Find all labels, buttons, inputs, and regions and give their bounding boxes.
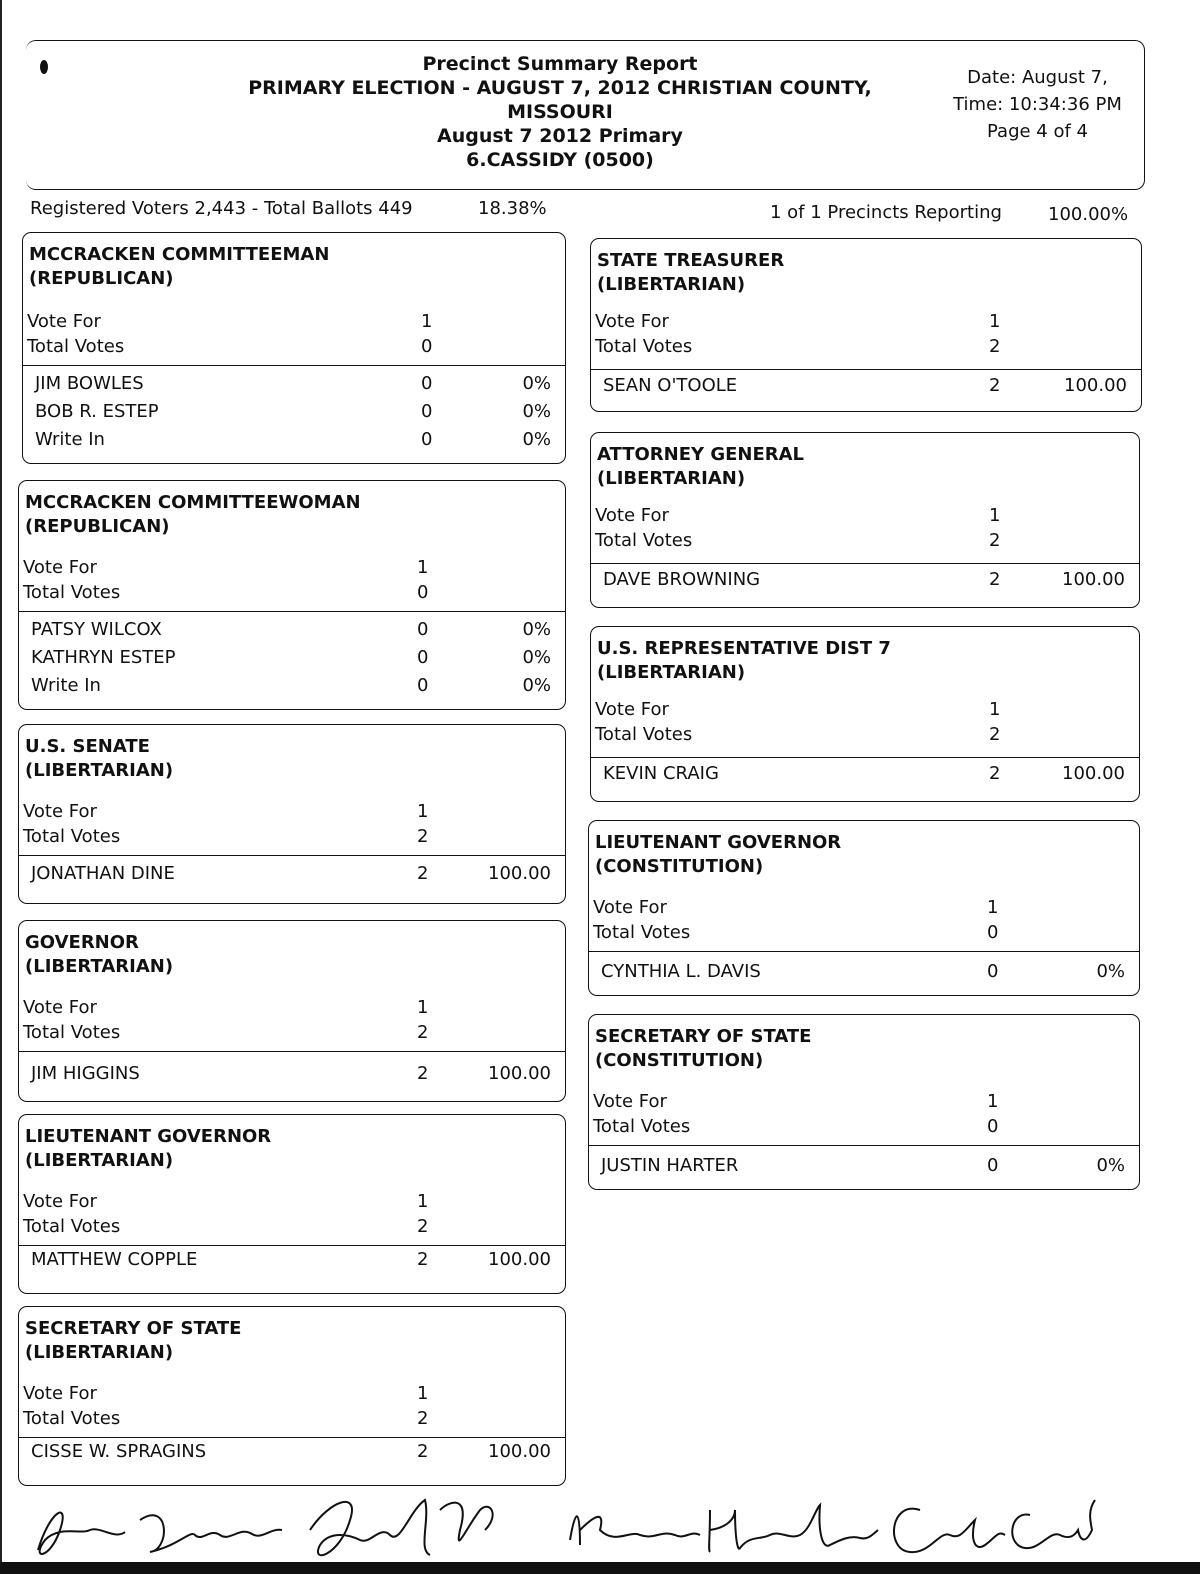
vote-for-label: Vote For — [23, 557, 97, 578]
vote-for-value: 1 — [417, 1191, 429, 1212]
race-title: LIEUTENANT GOVERNOR (LIBERTARIAN) — [25, 1126, 272, 1171]
total-votes-label: Total Votes — [23, 582, 121, 603]
total-votes-label: Total Votes — [23, 1022, 121, 1043]
race-separator — [589, 1145, 1139, 1146]
candidate-name: BOB R. ESTEP — [35, 401, 159, 422]
candidate-votes: 2 — [989, 569, 1001, 590]
race-box — [588, 1014, 1140, 1190]
signature-jay-tripp — [290, 1490, 520, 1570]
total-votes-value: 0 — [421, 336, 433, 357]
total-votes-label: Total Votes — [593, 1116, 691, 1137]
registered-voters: Registered Voters 2,443 - Total Ballots 449 — [30, 198, 413, 219]
candidate-votes: 0 — [421, 373, 433, 394]
signature-carla-cassidy — [880, 1490, 1100, 1570]
candidate-name: JIM HIGGINS — [31, 1063, 140, 1084]
total-votes-label: Total Votes — [23, 1408, 121, 1429]
vote-for-value: 1 — [417, 997, 429, 1018]
total-votes-label: Total Votes — [23, 826, 121, 847]
report-time: Time: 10:34:36 PM — [953, 94, 1122, 115]
precinct-name: 6.CASSIDY (0500) — [466, 149, 654, 171]
total-votes-label: Total Votes — [595, 336, 693, 357]
election-name: PRIMARY ELECTION - AUGUST 7, 2012 CHRISTIAN COUNTY, — [248, 77, 872, 99]
candidate-votes: 0 — [421, 401, 433, 422]
candidate-votes: 0 — [417, 619, 429, 640]
race-separator — [591, 369, 1141, 370]
race-title: MCCRACKEN COMMITTEEMAN (REPUBLICAN) — [29, 244, 330, 289]
race-separator — [19, 855, 565, 856]
vote-for-value: 1 — [989, 311, 1001, 332]
candidate-name: JONATHAN DINE — [31, 863, 175, 884]
candidate-votes: 0 — [421, 429, 433, 450]
candidate-percent: 0% — [522, 373, 551, 394]
candidate-name: JUSTIN HARTER — [601, 1155, 739, 1176]
race-title: U.S. REPRESENTATIVE DIST 7 (LIBERTARIAN) — [597, 638, 891, 683]
scan-edge — [0, 0, 2, 1574]
race-separator — [19, 1245, 565, 1246]
race-separator — [591, 563, 1139, 564]
race-separator — [19, 1437, 565, 1438]
race-title: GOVERNOR (LIBERTARIAN) — [25, 932, 174, 977]
vote-for-label: Vote For — [23, 1383, 97, 1404]
report-title: Precinct Summary Report — [422, 53, 698, 75]
report-meta — [935, 64, 1140, 145]
candidate-votes: 2 — [417, 1441, 429, 1462]
candidate-percent: 0% — [522, 401, 551, 422]
race-box — [18, 920, 566, 1102]
candidate-percent: 100.00 — [1062, 763, 1125, 784]
total-votes-value: 0 — [987, 1116, 999, 1137]
race-box — [588, 820, 1140, 996]
total-votes-label: Total Votes — [595, 724, 693, 745]
vote-for-value: 1 — [421, 311, 433, 332]
race-title: ATTORNEY GENERAL (LIBERTARIAN) — [597, 444, 805, 489]
race-separator — [23, 365, 565, 366]
vote-for-value: 1 — [417, 801, 429, 822]
race-title: SECRETARY OF STATE (LIBERTARIAN) — [25, 1318, 242, 1363]
candidate-name: Write In — [31, 675, 101, 696]
candidate-percent: 100.00 — [1064, 375, 1127, 396]
candidate-votes: 2 — [989, 375, 1001, 396]
candidate-votes: 0 — [417, 675, 429, 696]
report-date: Date: August 7, — [967, 67, 1108, 88]
candidate-percent: 100.00 — [488, 863, 551, 884]
precincts-reporting-percent: 100.00% — [1048, 204, 1129, 225]
candidate-percent: 0% — [522, 429, 551, 450]
candidate-name: KATHRYN ESTEP — [31, 647, 176, 668]
vote-for-label: Vote For — [27, 311, 101, 332]
report-page: Page 4 of 4 — [987, 121, 1088, 142]
total-votes-value: 2 — [989, 724, 1001, 745]
candidate-percent: 100.00 — [488, 1441, 551, 1462]
candidate-votes: 2 — [989, 763, 1001, 784]
candidate-votes: 2 — [417, 863, 429, 884]
candidate-votes: 0 — [987, 961, 999, 982]
total-votes-label: Total Votes — [23, 1216, 121, 1237]
candidate-name: PATSY WILCOX — [31, 619, 162, 640]
candidate-percent: 0% — [1096, 1155, 1125, 1176]
candidate-name: KEVIN CRAIG — [603, 763, 719, 784]
total-votes-value: 2 — [989, 336, 1001, 357]
race-title: LIEUTENANT GOVERNOR (CONSTITUTION) — [595, 832, 842, 877]
total-votes-value: 0 — [417, 582, 429, 603]
race-title: MCCRACKEN COMMITTEEWOMAN (REPUBLICAN) — [25, 492, 361, 537]
candidate-name: MATTHEW COPPLE — [31, 1249, 198, 1270]
turnout-percent: 18.38% — [478, 198, 547, 219]
candidate-name: JIM BOWLES — [35, 373, 144, 394]
candidate-percent: 100.00 — [488, 1063, 551, 1084]
vote-for-value: 1 — [989, 505, 1001, 526]
candidate-percent: 0% — [1096, 961, 1125, 982]
vote-for-value: 1 — [417, 1383, 429, 1404]
race-box — [18, 1114, 566, 1294]
vote-for-value: 1 — [417, 557, 429, 578]
total-votes-value: 2 — [417, 1408, 429, 1429]
candidate-votes: 2 — [417, 1063, 429, 1084]
vote-for-value: 1 — [987, 1091, 999, 1112]
vote-for-value: 1 — [987, 897, 999, 918]
candidate-name: CISSE W. SPRAGINS — [31, 1441, 207, 1462]
race-separator — [591, 757, 1139, 758]
race-separator — [589, 951, 1139, 952]
candidate-name: CYNTHIA L. DAVIS — [601, 961, 761, 982]
precincts-reporting: 1 of 1 Precincts Reporting — [770, 202, 1002, 223]
race-box — [590, 432, 1140, 608]
total-votes-value: 2 — [417, 826, 429, 847]
candidate-percent: 0% — [522, 675, 551, 696]
vote-for-label: Vote For — [595, 699, 669, 720]
vote-for-label: Vote For — [23, 1191, 97, 1212]
vote-for-label: Vote For — [593, 1091, 667, 1112]
race-separator — [19, 1051, 565, 1052]
total-votes-value: 2 — [989, 530, 1001, 551]
candidate-votes: 0 — [417, 647, 429, 668]
election-state: MISSOURI — [507, 101, 613, 123]
candidate-percent: 0% — [522, 647, 551, 668]
race-box — [18, 1306, 566, 1486]
report-header — [190, 52, 930, 172]
candidate-name: DAVE BROWNING — [603, 569, 761, 590]
vote-for-label: Vote For — [23, 997, 97, 1018]
signature-lori-russell — [20, 1490, 290, 1570]
vote-for-label: Vote For — [23, 801, 97, 822]
candidate-percent: 100.00 — [1062, 569, 1125, 590]
race-box — [18, 480, 566, 710]
total-votes-value: 2 — [417, 1022, 429, 1043]
total-votes-label: Total Votes — [593, 922, 691, 943]
total-votes-value: 0 — [987, 922, 999, 943]
vote-for-label: Vote For — [593, 897, 667, 918]
race-box — [590, 238, 1142, 412]
signature-karren-householder — [560, 1490, 880, 1570]
candidate-name: SEAN O'TOOLE — [603, 375, 738, 396]
vote-for-label: Vote For — [595, 505, 669, 526]
candidate-percent: 0% — [522, 619, 551, 640]
total-votes-label: Total Votes — [27, 336, 125, 357]
race-title: SECRETARY OF STATE (CONSTITUTION) — [595, 1026, 812, 1071]
race-box — [22, 232, 566, 464]
page-bottom-edge — [0, 1562, 1200, 1574]
vote-for-label: Vote For — [595, 311, 669, 332]
candidate-votes: 2 — [417, 1249, 429, 1270]
race-title: STATE TREASURER (LIBERTARIAN) — [597, 250, 785, 295]
vote-for-value: 1 — [989, 699, 1001, 720]
total-votes-value: 2 — [417, 1216, 429, 1237]
candidate-name: Write In — [35, 429, 105, 450]
race-separator — [19, 611, 565, 612]
total-votes-label: Total Votes — [595, 530, 693, 551]
candidate-votes: 0 — [987, 1155, 999, 1176]
primary-name: August 7 2012 Primary — [437, 125, 683, 147]
race-title: U.S. SENATE (LIBERTARIAN) — [25, 736, 174, 781]
race-box — [18, 724, 566, 904]
candidate-percent: 100.00 — [488, 1249, 551, 1270]
race-box — [590, 626, 1140, 802]
